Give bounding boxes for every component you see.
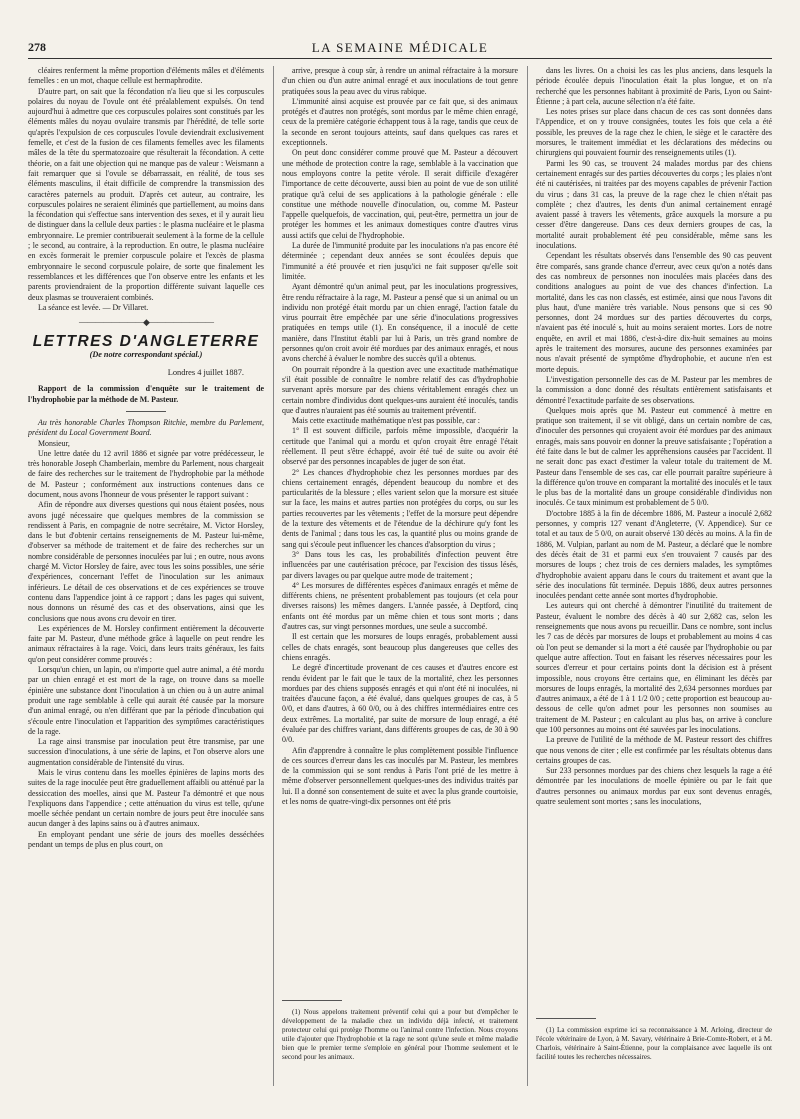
session-closing: La séance est levée. — Dr Villaret. [38, 302, 149, 312]
paragraph: Ayant démontré qu'un animal peut, par les inoculations progressives, être rendu réfractaire à la rage, M. Pasteur a pensé que si un animal ou un individu non protégé était mordu par un chien enragé, l'action fatale du virus pourrait être empêchée par une série d'inoculations progressives pratiquées en temps utile (1). En conséquence, il a inoculé de cette manière, dans l'Institut établi par lui à Paris, un très grand nombre de personnes qu'on croit avoir été mordues par des animaux enragés, et nous avons cherché à évaluer le nombre des succès qu'il a obtenus. [282, 282, 518, 364]
report-title: Rapport de la commission d'enquête sur le traitement de l'hydrophobie par la méthode de M. Pasteur. [28, 384, 264, 404]
short-rule [126, 411, 166, 412]
page-header [28, 40, 772, 60]
paragraph: D'autre part, on sait que la fécondation n'a lieu que si les corpuscules polaires du noyau de l'ovule ont été préalablement expulsés. On tend aujourd'hui à admettre que ces corpuscules polaires sont constitués par les éléments mâles du noyau ovulaire transmis par l'hérédité, de telle sorte qu'après l'expulsion de ces corpuscules l'ovule deviendrait exclusivement femelle, et c'est de la fusion de ces filaments femelles avec les filaments mâles de la tête du spermatozoaire que résulterait la fécondation. A cette théorie, on a fait une objection qui ne manque pas de valeur : Weismann a fait remarquer que si l'ovule se débarrassait, en réalité, de tous ses éléments masculins, il était difficile de comprendre la transmission des caractères paternels au produit. D'après cet auteur, au contraire, les corpuscules polaires ne seraient éliminés que partiellement, au moins dans la fécondation qui s'effectue sans intervention des sexes, et il y aurait lieu de distinguer dans la cellule deux parties : le plasma nucléaire et le plasma embryonnaire. Le premier contribuerait seulement à la forme de la cellule ; le second, au contraire, à la reproduction. En outre, le plasma nucléaire en excès formerait le premier corpuscule polaire et l'excès de plasma embryonnaire le second corpuscule polaire, de sorte que finalement les ressemblances et les différences que l'on observe entre les enfants et les parents proviendraient de la proportion différente suivant laquelle ces deux plasmas se trouveraient combinés. [28, 86, 264, 302]
column-3 [536, 66, 772, 946]
paragraph: 4° Les morsures de différentes espèces d'animaux enragés et même de différents chiens, ne présentent probablement pas toujours (et cela pour diverses raisons) les mêmes dangers. L'année passée, à Deptford, cinq enfants ont été mordus par un même chien et tous sont morts ; dans d'autres cas, sur vingt personnes mordues, une seule a succombé. [282, 580, 518, 632]
paragraph: On peut donc considérer comme prouvé que M. Pasteur a découvert une méthode de protection contre la rage, semblable à la vaccination que nous employons contre la petite vérole. Il serait difficile d'exagérer l'importance de cette découverte, aussi bien au point de vue de son utilité pratique qu'à celui de ses applications à la pathologie générale : elle constitue une méthode nouvelle d'inoculation, ou, comme M. Pasteur l'appelle quelquefois, de vaccination, qui, peut-être, permettra un jour de protéger les hommes et les animaux domestiques contre d'autres virus aussi actifs que celui de l'hydrophobie. [282, 148, 518, 240]
paragraph: dans les livres. On a choisi les cas les plus anciens, dans lesquels la période écoulée depuis l'inoculation était la plus longue, et on n'a recherché que les personnes habitant à proximité de Paris, Lyon ou Saint-Étienne ; à part cela, aucune sélection n'a été faite. [536, 66, 772, 106]
page-number: 278 [28, 40, 46, 54]
paragraph: 1° Il est souvent difficile, parfois même impossible, d'acquérir la certitude que l'animal qui a mordu et qu'on croyait être enragé l'était réellement. Il peut s'être échappé, avoir été tué de suite ou avoir été observé par des personnes incapables de juger de son état. [282, 426, 518, 467]
paragraph: Mais le virus contenu dans les moelles épinières de lapins morts des suites de la rage inoculée peut être graduellement affaibli ou atténué par la dessiccation des moelles, ainsi que M. Pasteur l'a démontré et que nous l'expliquons dans l'appendice ; cette atténuation du virus est telle, qu'une moelle séchée pendant un certain nombre de jours peut être inoculée sans aucun danger à des lapins sains ou à d'autres animaux. [28, 768, 264, 829]
section-divider: ————————◆———————— [79, 317, 213, 328]
addressee: Au très honorable Charles Thompson Ritchie, membre du Parlement, président du Local Government Board. [28, 417, 264, 438]
paragraph: En employant pendant une série de jours des moelles desséchées pendant un temps de plus en plus court, on [28, 829, 264, 850]
paragraph: L'investigation personnelle des cas de M. Pasteur par les membres de la commission a donc donné des résultats entièrement satisfaisants et démontré l'exactitude parfaite de ses observations. [536, 374, 772, 405]
paragraph: 3° Dans tous les cas, les probabilités d'infection peuvent être influencées par une cautérisation précoce, par l'excision des tissus lésés, par divers lavages ou par quelque autre mode de traitement ; [282, 549, 518, 580]
footnote-text: (1) Nous appelons traitement préventif celui qui a pour but d'empêcher le développement de la maladie chez un individu déjà infecté, et traitement protecteur celui qui protège l'homme ou l'animal contre l'infection. Nous croyons utile d'ajouter que l'hydrophobie et la rage ne sont qu'une seule et même maladie bien que le premier terme s'emploie en général pour l'homme seulement et le second pour les animaux. [282, 1008, 518, 1061]
footnote [282, 1008, 518, 1088]
paragraph: Mais cette exactitude mathématique n'est pas possible, car : [292, 416, 480, 426]
paragraph: L'immunité ainsi acquise est prouvée par ce fait que, si des animaux protégés et d'autres non protégés, sont mordus par le même chien enragé, ceux de la première catégorie échappent tous à la rage, tandis que ceux de la seconde en seront toujours atteints, sauf dans quelques cas rares et exceptionnels. [282, 96, 518, 148]
paragraph: cléaires renferment la même proportion d'éléments mâles et d'éléments femelles : en un mot, chaque cellule est hermaphrodite. [28, 66, 264, 86]
paragraph: Il est certain que les morsures de loups enragés, probablement aussi celles de chats enragés, sont beaucoup plus dangereuses que celles des chiens enragés. [282, 632, 518, 662]
paragraph: Le degré d'incertitude provenant de ces causes et d'autres encore est rendu évident par le fait que le taux de la mortalité, chez les personnes mordues par des chiens supposés enragés et qui n'ont été ni inoculées, ni traitées d'aucune façon, a été évalué, dans quelques groupes de cas, à 5 0/0, et dans d'autres, à 60 0/0, ou à des chiffres intermédiaires entre ces deux extrêmes. La mortalité, par suite de morsure de loup enragé, a été évaluée par des chiffres variant, dans différents groupes de cas, de 30 à 90 0/0. [282, 663, 518, 745]
paragraph: Parmi les 90 cas, se trouvent 24 malades mordus par des chiens certainement enragés sur des parties découvertes du corps ; les plaies n'ont été ni cautérisées, ni traitées par des moyens capables de prévenir l'action du virus ; dans 31 cas, la preuve de la rage chez le chien n'était pas complète ; chez d'autres, les dents d'un animal certainement enragé avaient passé à travers les vêtements, grâce auxquels la morsure a pu cesser d'être dangereuse. Dans ces deux derniers groupes de cas, la mortalité aurait probablement été peu considérable, même sans les inoculations. [536, 158, 772, 251]
paragraph: Les auteurs qui ont cherché à démontrer l'inutilité du traitement de Pasteur, évaluent le nombre des décès à 40 sur 2,682 cas, selon les renseignements que nous avons pu recueillir. Dans ce nombre, sont inclus les 7 cas de décès par morsures de loups et probablement au moins 4 cas où l'on peut se demander si la mort a été causée par l'hydrophobie ou par quelque autre affection. Tout en faisant les réserves nécessaires pour les sources d'erreur et pour certains points dont la décision est à présent impossible, nous croyons être certains que, en éliminant les décès par morsures de loups enragés, la mortalité des 2,634 personnes mordues par d'autres animaux, a été de 1 à 1 1/2 0/0 ; cette proportion est beaucoup au-dessous de celle qu'on admet pour les personnes non soumises au traitement de M. Pasteur ; en calculant au plus bas, on arrive à conclure que 100 personnes au moins ont été sauvées par les inoculations. [536, 601, 772, 734]
column-divider [273, 66, 274, 1086]
column-1 [28, 66, 264, 1086]
paragraph: Une lettre datée du 12 avril 1886 et signée par votre prédécesseur, le très honorable Joseph Chamberlain, membre du Parlement, nous chargeait de faire des recherches sur le traitement de l'hydrophobie par la méthode de M. Pasteur ; conformément aux instructions contenues dans ce document, nous avons l'honneur de vous présenter le rapport suivant : [28, 448, 264, 499]
paragraph: La durée de l'immunité produite par les inoculations n'a pas encore été déterminée ; cependant deux années se sont écoulées depuis que l'immunité a été prouvée et rien jusqu'ici ne fait supposer qu'elle soit limitée. [282, 241, 518, 281]
paragraph: On pourrait répondre à la question avec une exactitude mathématique s'il était possible de connaître le nombre relatif des cas d'hydrophobie survenant après morsure par des chiens véritablement enragés chez un certain nombre d'individus dont quelques-uns auraient été inoculés, tandis que d'autres n'auraient pas été soumis au traitement préventif. [282, 364, 518, 415]
paragraph: Afin d'apprendre à connaître le plus complètement possible l'influence de ces sources d'erreur dans les cas inoculés par M. Pasteur, les membres de la commission qui se sont rendus à Paris l'ont prié de les mettre à même d'observer personnellement quelques-unes des individus traités par lui. Il a donné son consentement de suite et avec la plus grande courtoisie, et les noms de quatre-vingt-dix personnes ont été pris [282, 745, 518, 807]
column-2 [282, 66, 518, 926]
footnote-rule [536, 1018, 596, 1019]
section-title: LETTRES D'ANGLETERRE [32, 333, 260, 351]
paragraph: Les expériences de M. Horsley confirment entièrement la découverte faite par M. Pasteur, d'une méthode grâce à laquelle on peut rendre les animaux réfractaires à la rage. Voici, dans leurs traits généraux, les faits qu'on peut considérer comme prouvés : [28, 623, 264, 664]
section-subtitle: (De notre correspondant spécial.) [89, 349, 203, 359]
paragraph: Lorsqu'un chien, un lapin, ou n'importe quel autre animal, a été mordu par un chien enragé et est mort de la rage, on trouve dans sa moelle épinière une substance dont l'inoculation à un chien ou à un autre animal produit une rage semblable à celle qui aurait été causée par la morsure d'un animal enragé, ou n'en différant que par la période d'incubation qui s'écoule entre l'inoculation et l'apparition des symptômes caractéristiques de la rage. [28, 665, 264, 736]
paragraph: Sur 233 personnes mordues par des chiens chez lesquels la rage a été démontrée par les inoculations de moelle épinière ou par le fait que d'autres personnes ou animaux mordus par eux sont devenus enragés, quatre seulement sont mortes ; sans les inoculations, [536, 766, 772, 807]
paragraph: Quelques mois après que M. Pasteur eut commencé à mettre en pratique son traitement, il se vit obligé, dans un certain nombre de cas, d'inoculer des personnes qui croyaient avoir été mordues par des animaux enragés, mais sans pouvoir en donner la preuve satisfaisante ; l'opération a été faite dans le but de calmer les appréhensions causées par l'accident. Il ne serait donc pas exact d'estimer la valeur totale du traitement de M. Pasteur dans l'ensemble de ses cas, car elle pourrait paraître supérieure à la différence qu'on trouve en comparant la mortalité des inoculés et le taux le plus bas de la mortalité dans un groupe considérable d'individus non inoculés. Ce taux minimum est probablement de 5 0/0. [536, 405, 772, 508]
paragraph: D'octobre 1885 à la fin de décembre 1886, M. Pasteur a inoculé 2,682 personnes, y compris 127 venant d'Angleterre, (V. Appendice). Sur ce total et au taux de 5 0/0, on aurait observé 130 décès au moins. A la fin de 1886, M. Vulpian, parlant au nom de M. Pasteur, a déclaré que le nombre des décès était de 31 et parmi eux s'en trouvaient 7 causés par des morsures de loups ; chez trois de ces derniers malades, les symptômes d'hydrophobie avaient apparu dans le cours du traitement et avant que la série des inoculations fût terminée. Depuis 1886, deux autres personnes inoculées pendant cette année sont mortes d'hydrophobie. [536, 508, 772, 601]
paragraph: arrive, presque à coup sûr, à rendre un animal réfractaire à la morsure d'un chien ou d'un autre animal enragé et aux inoculations de tout genre pratiquées sous la peau avec du virus rabique. [282, 66, 518, 96]
paragraph: Afin de répondre aux diverses questions qui nous étaient posées, nous avons jugé nécessaire que quelques membres de la commission se rendissent à Paris, en compagnie de notre secrétaire, M. Victor Horsley, dans le but d'obtenir certains renseignements de M. Pasteur lui-même, d'observer sa méthode de traitement et de faire des recherches sur un nombre considérable de personnes inoculées par lui ; en outre, nous avons chargé M. Victor Horsley de faire, avec tous les soins possibles, une série d'expériences, concernant l'effet de l'inoculation sur les animaux inférieurs. Le détail de ces observations et de ces expériences se trouve contenu dans l'appendice joint à ce rapport ; dans les pages qui suivent, nous donnons un résumé des cas et des observations, ainsi que les conclusions que nous avons cru devoir en tirer. [28, 500, 264, 623]
salutation: Monsieur, [38, 438, 70, 448]
header-rule [28, 58, 772, 59]
journal-title: LA SEMAINE MÉDICALE [311, 40, 489, 55]
column-divider [527, 66, 528, 1086]
paragraph: Cependant les résultats observés dans l'ensemble des 90 cas peuvent être comparés, sans grande chance d'erreur, avec ceux qu'on a notés dans des cas nombreux de personnes non inoculées mais placées dans des conditions analogues au point de vue des chances d'infection. La mortalité, dans les cas non classés, est estimée, ainsi que nous l'avons dit plus haut, d'une manière très variable. Nous pensons que si ces 90 personnes, dont 24 mordues sur des parties découvertes du corps, n'avaient pas été inoculé s, huit au moins seraient mortes. Lors de notre enquête, en avril et mai 1886, c'est-à-dire dix-huit semaines au moins après le traitement des morsures, aucune des personnes examinées par nous n'avait présenté de symptôme d'hydrophobie, et aucune n'en est morte depuis. [536, 251, 772, 374]
paragraph: La rage ainsi transmise par inoculation peut être transmise, par une succession d'inoculations, à une série de lapins, et l'on observe alors une augmentation considérable de l'intensité du virus. [28, 737, 264, 767]
dateline: Londres 4 juillet 1887. [167, 368, 244, 378]
paragraph: Les notes prises sur place dans chacun de ces cas sont données dans l'Appendice, et on y trouve consignées, toutes les fois que cela a été possible, les preuves de la rage chez le chien, le siège et le caractère des morsures, le traitement immédiat et les déclarations des médecins ou chirurgiens qui pouvaient fournir des renseignements utiles (1). [536, 107, 772, 158]
paragraph: La preuve de l'utilité de la méthode de M. Pasteur ressort des chiffres que nous venons de citer ; elle est confirmée par les résultats obtenus dans certains groupes de cas. [536, 735, 772, 765]
paragraph: 2° Les chances d'hydrophobie chez les personnes mordues par des chiens certainement enragés, dépendent beaucoup du nombre et des particularités de la blessure ; elles varient selon que la morsure est située sur la face, les mains et autres parties non protégées du corps, ou sur les parties recouvertes par les vêtements ; l'effet de la morsure peut dépendre de la texture des vêtements et de l'étendue de la déchirure qu'y font les dents de l'animal ; dans tous les cas, la quantité plus ou moins grande de sang qui s'écoule peut influencer les chances d'absorption du virus ; [282, 467, 518, 549]
footnote-rule [282, 1000, 342, 1001]
footnote [536, 1026, 772, 1088]
footnote-text: (1) La commission exprime ici sa reconnaissance à M. Arloing, directeur de l'école vétérinaire de Lyon, à M. Savary, vétérinaire à Brie-Comte-Robert, et à M. Charlois, vétérinaire à Saint-Étienne, pour la complaisance avec laquelle ils ont facilité toutes les recherches nécessaires. [536, 1026, 772, 1061]
